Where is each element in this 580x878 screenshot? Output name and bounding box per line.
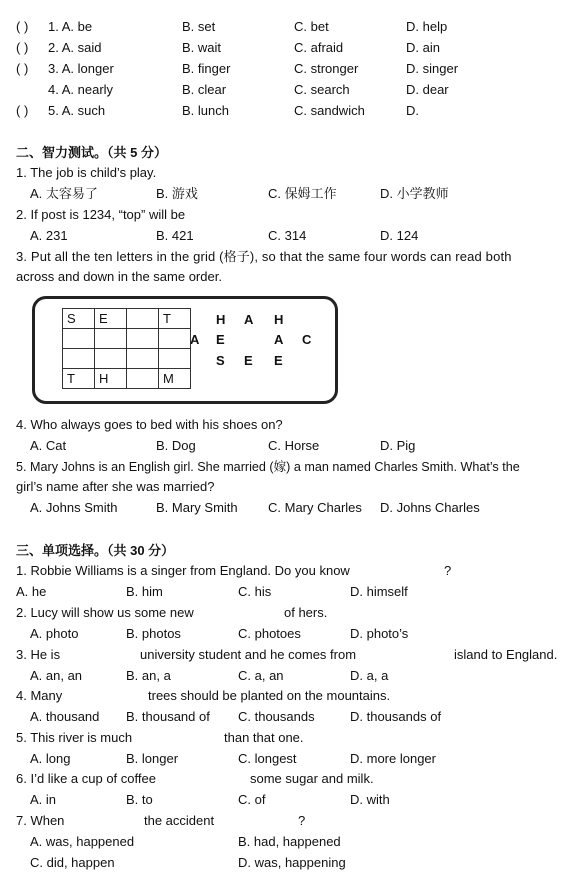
option-a: 1. A. be <box>48 19 93 34</box>
grid-cell <box>127 329 159 349</box>
option-a: A. an, an <box>30 668 83 683</box>
option-d: D. was, happening <box>238 855 346 870</box>
option-b: B. 421 <box>156 228 194 243</box>
option-c: C. thousands <box>238 709 315 724</box>
option-c: C. photoes <box>238 626 301 641</box>
option-c: C. search <box>294 82 350 97</box>
option-b: B. him <box>126 584 163 599</box>
question-text: 1. Robbie Williams is a singer from England. Do you know <box>16 563 350 578</box>
option-c: C. a, an <box>238 668 284 683</box>
question-text: 1. The job is child’s play. <box>16 165 157 180</box>
loose-letter: S <box>216 353 225 368</box>
option-a: 5. A. such <box>48 103 106 118</box>
question-end: ? <box>298 813 306 828</box>
grid-cell: H <box>95 369 127 389</box>
option-d: D. Johns Charles <box>380 500 480 515</box>
option-a: A. thousand <box>30 709 100 724</box>
option-a: A. Johns Smith <box>30 500 118 515</box>
loose-letter: E <box>274 353 283 368</box>
option-d: D. thousands of <box>350 709 442 724</box>
grid-cell: T <box>63 369 95 389</box>
question-text: 2. If post is 1234, “top” will be <box>16 207 186 222</box>
option-a: 4. A. nearly <box>48 82 114 97</box>
option-b: B. clear <box>182 82 227 97</box>
option-a: A. photo <box>30 626 79 641</box>
answer-paren: ( ) <box>16 103 29 118</box>
loose-letter: H <box>274 312 284 327</box>
question-text: 3. Put all the ten letters in the grid (格子), so that the same four words can read both <box>16 249 512 264</box>
option-c: C. Horse <box>268 438 320 453</box>
question-text: 2. Lucy will show us some new <box>16 605 194 620</box>
grid-cell <box>127 309 159 329</box>
option-c: C. of <box>238 792 266 807</box>
option-c: C. his <box>238 584 272 599</box>
option-a: A. 太容易了 <box>30 186 98 201</box>
loose-letter: E <box>244 353 253 368</box>
option-b: B. wait <box>182 40 222 55</box>
option-d: D. 小学教师 <box>380 186 449 201</box>
section-heading: 三、单项选择。（共 30 分） <box>16 543 175 558</box>
option-a: A. he <box>16 584 47 599</box>
loose-letter: H <box>216 312 226 327</box>
question-text: 4. Many <box>16 688 63 703</box>
question-text: 5. Mary Johns is an English girl. She married (嫁) a man named Charles Smith. What’s the <box>16 460 520 474</box>
grid-cell <box>159 329 191 349</box>
option-d: D. 124 <box>380 228 419 243</box>
option-d: D. <box>406 103 419 118</box>
question-text: 3. He is <box>16 647 61 662</box>
grid-cell: M <box>159 369 191 389</box>
option-b: B. Dog <box>156 438 196 453</box>
option-c: C. 314 <box>268 228 307 243</box>
option-a: A. was, happened <box>30 834 135 849</box>
option-a: A. long <box>30 751 71 766</box>
option-d: D. ain <box>406 40 440 55</box>
option-d: D. Pig <box>380 438 416 453</box>
option-a: 2. A. said <box>48 40 102 55</box>
option-b: B. finger <box>182 61 231 76</box>
option-a: A. in <box>30 792 57 807</box>
question-text: 5. This river is much <box>16 730 133 745</box>
grid-cell <box>127 349 159 369</box>
question-text: across and down in the same order. <box>16 269 222 284</box>
option-b: B. Mary Smith <box>156 500 238 515</box>
option-b: B. set <box>182 19 216 34</box>
grid-cell <box>63 349 95 369</box>
option-b: B. lunch <box>182 103 229 118</box>
question-text: 4. Who always goes to bed with his shoes on? <box>16 417 283 432</box>
option-a: A. Cat <box>30 438 67 453</box>
option-d: D. a, a <box>350 668 389 683</box>
option-c: C. stronger <box>294 61 359 76</box>
grid-cell: T <box>159 309 191 329</box>
option-c: C. longest <box>238 751 297 766</box>
loose-letter: A <box>190 332 200 347</box>
question-end: island to England. <box>454 647 558 662</box>
option-b: B. 游戏 <box>156 186 198 201</box>
option-b: B. had, happened <box>238 834 341 849</box>
option-b: B. longer <box>126 751 179 766</box>
answer-paren: ( ) <box>16 40 29 55</box>
grid-cell <box>95 349 127 369</box>
question-end: of hers. <box>284 605 328 620</box>
option-b: B. an, a <box>126 668 171 683</box>
option-c: C. bet <box>294 19 329 34</box>
letter-grid <box>62 308 191 389</box>
grid-cell <box>159 349 191 369</box>
option-d: D. photo’s <box>350 626 409 641</box>
question-mid: university student and he comes from <box>140 647 357 662</box>
loose-letter: A <box>244 312 254 327</box>
option-b: B. thousand of <box>126 709 210 724</box>
question-text: 6. I’d like a cup of coffee <box>16 771 156 786</box>
option-d: D. help <box>406 19 448 34</box>
question-end: than that one. <box>224 730 304 745</box>
option-c: C. sandwich <box>294 103 365 118</box>
question-mid: the accident <box>144 813 215 828</box>
option-c: C. did, happen <box>30 855 115 870</box>
grid-cell <box>95 329 127 349</box>
grid-cell <box>63 329 95 349</box>
option-c: C. Mary Charles <box>268 500 362 515</box>
answer-paren: ( ) <box>16 19 29 34</box>
option-d: D. dear <box>406 82 449 97</box>
option-d: D. singer <box>406 61 459 76</box>
loose-letter: E <box>216 332 225 347</box>
question-end: trees should be planted on the mountains. <box>148 688 391 703</box>
answer-paren: ( ) <box>16 61 29 76</box>
option-a: A. 231 <box>30 228 68 243</box>
option-a: 3. A. longer <box>48 61 114 76</box>
question-text: girl’s name after she was married? <box>16 479 215 494</box>
section-heading: 二、智力测试。（共 5 分） <box>16 145 167 160</box>
grid-cell: S <box>63 309 95 329</box>
option-b: B. photos <box>126 626 181 641</box>
option-d: D. himself <box>350 584 408 599</box>
loose-letter: C <box>302 332 312 347</box>
option-d: D. with <box>350 792 390 807</box>
question-end: some sugar and milk. <box>250 771 374 786</box>
question-text: 7. When <box>16 813 65 828</box>
loose-letter: A <box>274 332 284 347</box>
option-c: C. afraid <box>294 40 344 55</box>
option-d: D. more longer <box>350 751 436 766</box>
grid-cell <box>127 369 159 389</box>
grid-cell: E <box>95 309 127 329</box>
option-c: C. 保姆工作 <box>268 186 337 201</box>
question-end: ? <box>444 563 452 578</box>
option-b: B. to <box>126 792 153 807</box>
